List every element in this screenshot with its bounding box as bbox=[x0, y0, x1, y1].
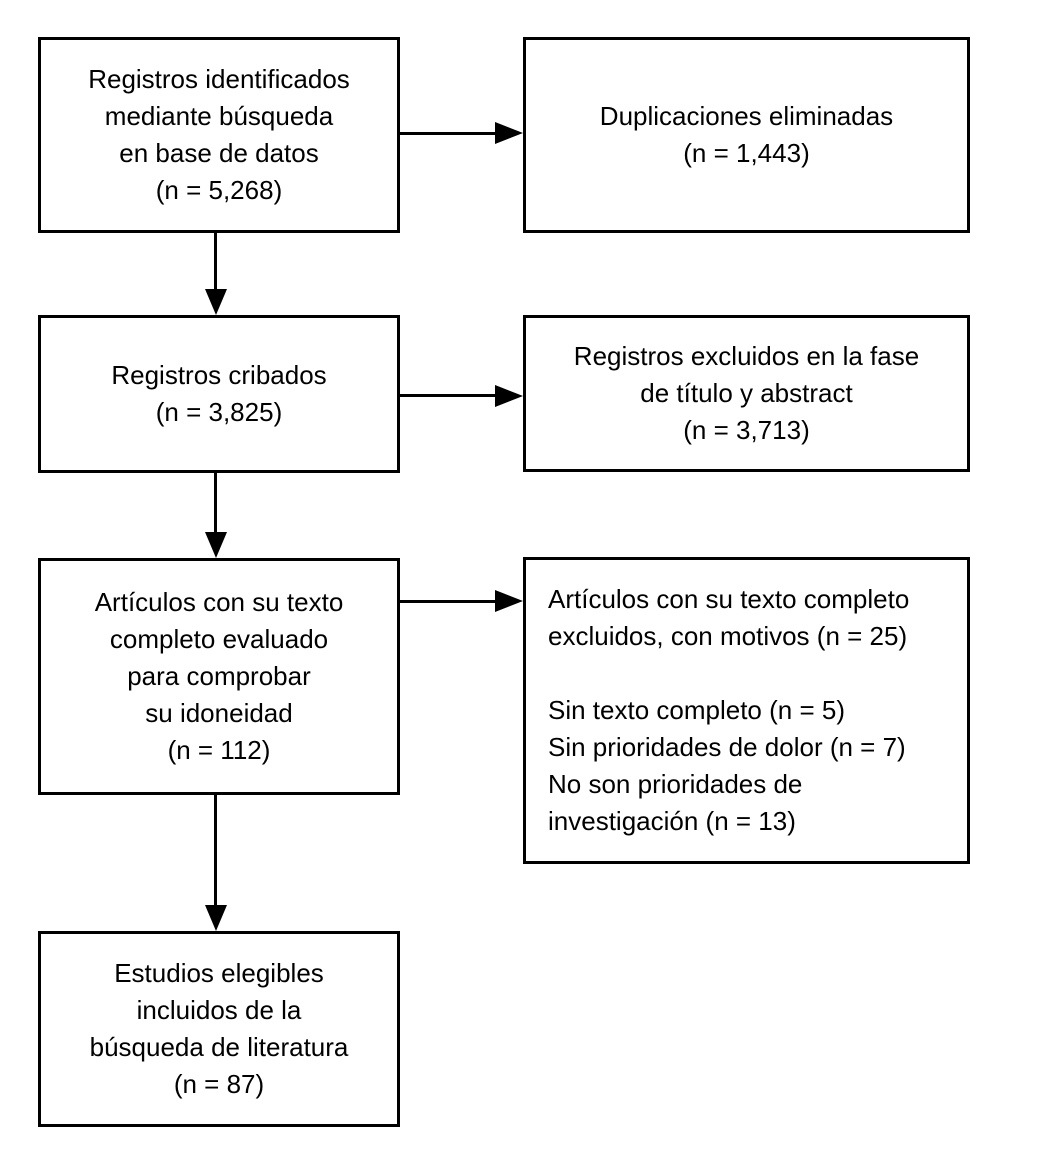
text-line: excluidos, con motivos (n = 25) bbox=[548, 621, 908, 651]
text-line: Sin prioridades de dolor (n = 7) bbox=[548, 732, 906, 762]
text-line bbox=[548, 655, 555, 692]
text-line: (n = 3,713) bbox=[683, 415, 810, 445]
text-line: en base de datos bbox=[119, 138, 319, 168]
text-line: investigación (n = 13) bbox=[548, 806, 796, 836]
box-registros-cribados bbox=[38, 315, 400, 473]
text-line: incluidos de la bbox=[136, 995, 302, 1025]
text-line: mediante búsqueda bbox=[104, 101, 334, 131]
text-line: Registros excluidos en la fase bbox=[573, 341, 920, 371]
arrow-cribados-to-evaluado-shaft bbox=[214, 473, 217, 534]
text-line: de título y abstract bbox=[640, 378, 853, 408]
text-line: Registros identificados bbox=[88, 64, 350, 94]
text-line: Registros cribados bbox=[111, 360, 327, 390]
text-line: (n = 3,825) bbox=[155, 397, 283, 427]
box-duplicaciones-eliminadas bbox=[523, 37, 970, 233]
box-registros-excluidos-titulo-abstract bbox=[523, 315, 970, 472]
box-registros-identificados bbox=[38, 37, 400, 233]
text-line: Sin texto completo (n = 5) bbox=[548, 695, 845, 725]
box-articulos-texto-completo-evaluado bbox=[38, 558, 400, 795]
text-line: para comprobar bbox=[127, 661, 311, 691]
text-line: completo evaluado bbox=[109, 624, 329, 654]
text-line: (n = 5,268) bbox=[155, 175, 283, 205]
arrow-cribados-to-excluidos-shaft bbox=[400, 394, 497, 397]
text-line: No son prioridades de bbox=[548, 769, 803, 799]
arrow-evaluado-to-excluidos-motivos-shaft bbox=[398, 600, 497, 603]
text-line: búsqueda de literatura bbox=[89, 1032, 349, 1062]
arrow-evaluado-to-excluidos-motivos-head bbox=[495, 590, 523, 612]
box-estudios-elegibles-incluidos bbox=[38, 931, 400, 1127]
box-articulos-excluidos-con-motivos bbox=[523, 557, 970, 864]
text-line: su idoneidad bbox=[145, 698, 293, 728]
arrow-identificados-to-duplicaciones-head bbox=[495, 122, 523, 144]
arrow-cribados-to-evaluado-head bbox=[205, 532, 227, 558]
arrow-evaluado-to-incluidos-shaft bbox=[214, 795, 217, 907]
arrow-identificados-to-cribados-head bbox=[205, 289, 227, 315]
text-line: (n = 87) bbox=[173, 1069, 265, 1099]
arrow-cribados-to-excluidos-head bbox=[495, 385, 523, 407]
text-line: Artículos con su texto completo bbox=[548, 584, 910, 614]
arrow-identificados-to-duplicaciones-shaft bbox=[400, 132, 497, 135]
text-line: Estudios elegibles bbox=[114, 958, 324, 988]
arrow-evaluado-to-incluidos-head bbox=[205, 905, 227, 931]
arrow-identificados-to-cribados-shaft bbox=[214, 233, 217, 291]
text-line: Artículos con su texto bbox=[94, 587, 344, 617]
text-line: Duplicaciones eliminadas bbox=[599, 101, 894, 131]
text-line: (n = 112) bbox=[167, 735, 271, 765]
text-line: (n = 1,443) bbox=[683, 138, 810, 168]
